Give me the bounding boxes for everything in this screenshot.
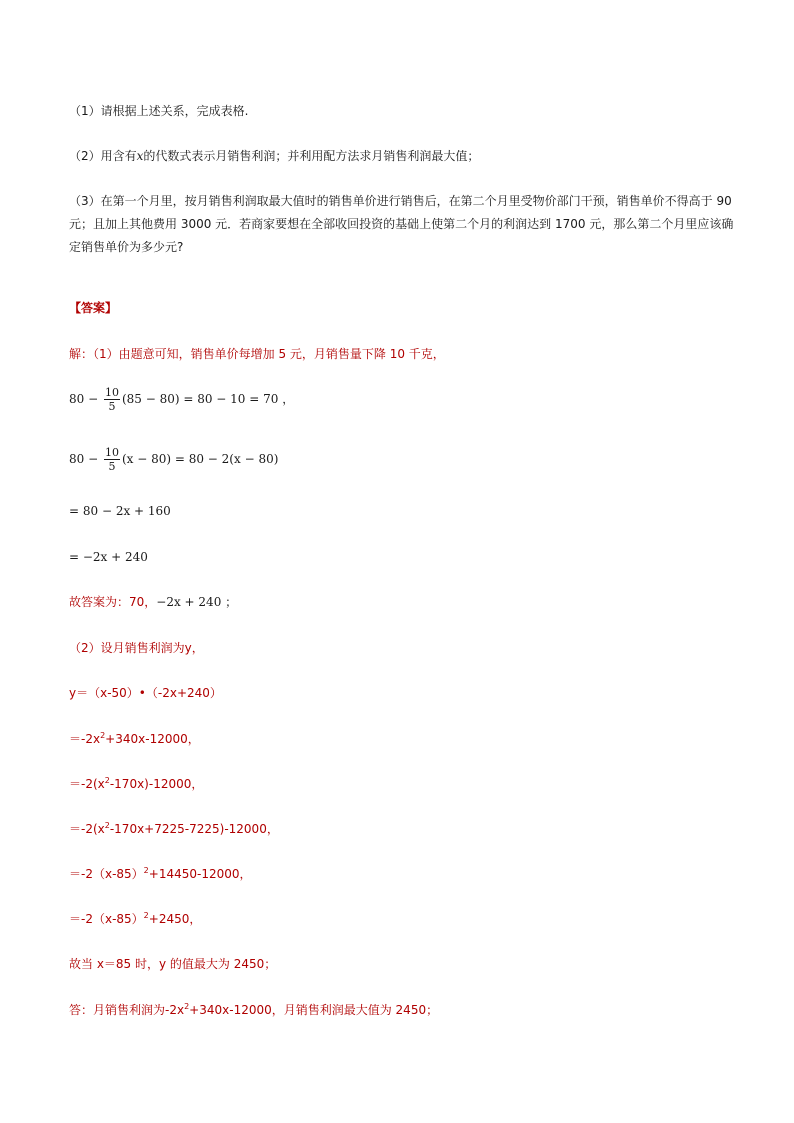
exponent: 2 bbox=[143, 866, 149, 875]
part1-intro: 解：（1）由题意可知，销售单价每增加 5 元，月销售量下降 10 千克， bbox=[69, 347, 445, 361]
equation-2 bbox=[69, 446, 278, 473]
question-3-line-3: 定销售单价为多少元? bbox=[69, 240, 184, 254]
part2-line-4 bbox=[69, 821, 279, 837]
equation-2-suffix: (x − 80) = 80 − 2(x − 80) bbox=[121, 452, 279, 466]
exponent: 2 bbox=[104, 776, 110, 785]
equation-1 bbox=[69, 386, 294, 413]
equation-1-suffix: (85 − 80) = 80 − 10 = 70 ， bbox=[121, 392, 295, 406]
part2-answer-start: 答：月销售利润为-2x bbox=[69, 1003, 185, 1017]
equation-4: = −2x + 240 bbox=[69, 550, 148, 564]
exponent: 2 bbox=[104, 821, 110, 830]
part2-line-4-end: -170x+7225-7225)-12000， bbox=[109, 822, 279, 836]
question-3-line-1: （3）在第一个月里，按月销售利润取最大值时的销售单价进行销售后，在第二个月里受物价部门干预，销售单价不得高于 90 bbox=[69, 194, 732, 208]
part2-line-3-start: ＝-2(x bbox=[69, 777, 105, 791]
part2-answer-end: +340x-12000，月销售利润最大值为 2450； bbox=[189, 1003, 439, 1017]
part2-conclusion: 故当 x＝85 时，y 的值最大为 2450； bbox=[69, 957, 277, 971]
answer-header: 【答案】 bbox=[69, 301, 118, 315]
question-2 bbox=[69, 148, 479, 164]
question-2-prefix: （2）用含有 bbox=[69, 149, 137, 163]
question-2-suffix: 的代数式表示月销售利润；并利用配方法求月销售利润最大值； bbox=[143, 149, 480, 163]
part2-line-6-end: +2450， bbox=[148, 912, 202, 926]
fraction-numerator: 10 bbox=[104, 446, 119, 459]
fraction-denominator: 5 bbox=[108, 400, 116, 413]
part2-line-6-start: ＝-2（x-85） bbox=[69, 912, 144, 926]
part2-line-5-end: +14450-12000， bbox=[148, 867, 252, 881]
equation-3: = 80 − 2x + 160 bbox=[69, 504, 171, 518]
equation-1-prefix: 80 − bbox=[69, 392, 102, 406]
part2-line-1: y＝（x-50）•（-2x+240） bbox=[69, 686, 222, 700]
part2-line-6 bbox=[69, 911, 201, 927]
part2-line-5-start: ＝-2（x-85） bbox=[69, 867, 144, 881]
question-3-line-2: 元；且加上其他费用 3000 元．若商家要想在全部收回投资的基础上使第二个月的利润达到 1700 元，那么第二个月里应该确 bbox=[69, 217, 734, 231]
part1-result-label: 故答案为：70， bbox=[69, 595, 157, 609]
part1-result bbox=[69, 594, 237, 610]
fraction-10-over-5 bbox=[104, 386, 120, 413]
question-1: （1）请根据上述关系，完成表格. bbox=[69, 104, 249, 118]
exponent: 2 bbox=[143, 911, 149, 920]
part2-line-2-start: ＝-2x bbox=[69, 732, 101, 746]
fraction-denominator: 5 bbox=[108, 460, 116, 473]
exponent: 2 bbox=[184, 1002, 190, 1011]
fraction-numerator: 10 bbox=[104, 386, 119, 399]
fraction-10-over-5 bbox=[104, 446, 120, 473]
part2-line-3-end: -170x)-12000， bbox=[109, 777, 204, 791]
exponent: 2 bbox=[100, 731, 106, 740]
part1-result-expression: −2x + 240 ； bbox=[156, 595, 238, 609]
equation-2-prefix: 80 − bbox=[69, 452, 102, 466]
part2-line-4-start: ＝-2(x bbox=[69, 822, 105, 836]
part2-line-5 bbox=[69, 866, 252, 882]
part2-line-3 bbox=[69, 776, 203, 792]
question-2-variable: x bbox=[136, 149, 144, 163]
part2-answer bbox=[69, 1002, 438, 1018]
part2-line-2-end: +340x-12000， bbox=[105, 732, 200, 746]
part2-intro: （2）设月销售利润为y， bbox=[69, 641, 204, 655]
part2-line-2 bbox=[69, 731, 200, 747]
